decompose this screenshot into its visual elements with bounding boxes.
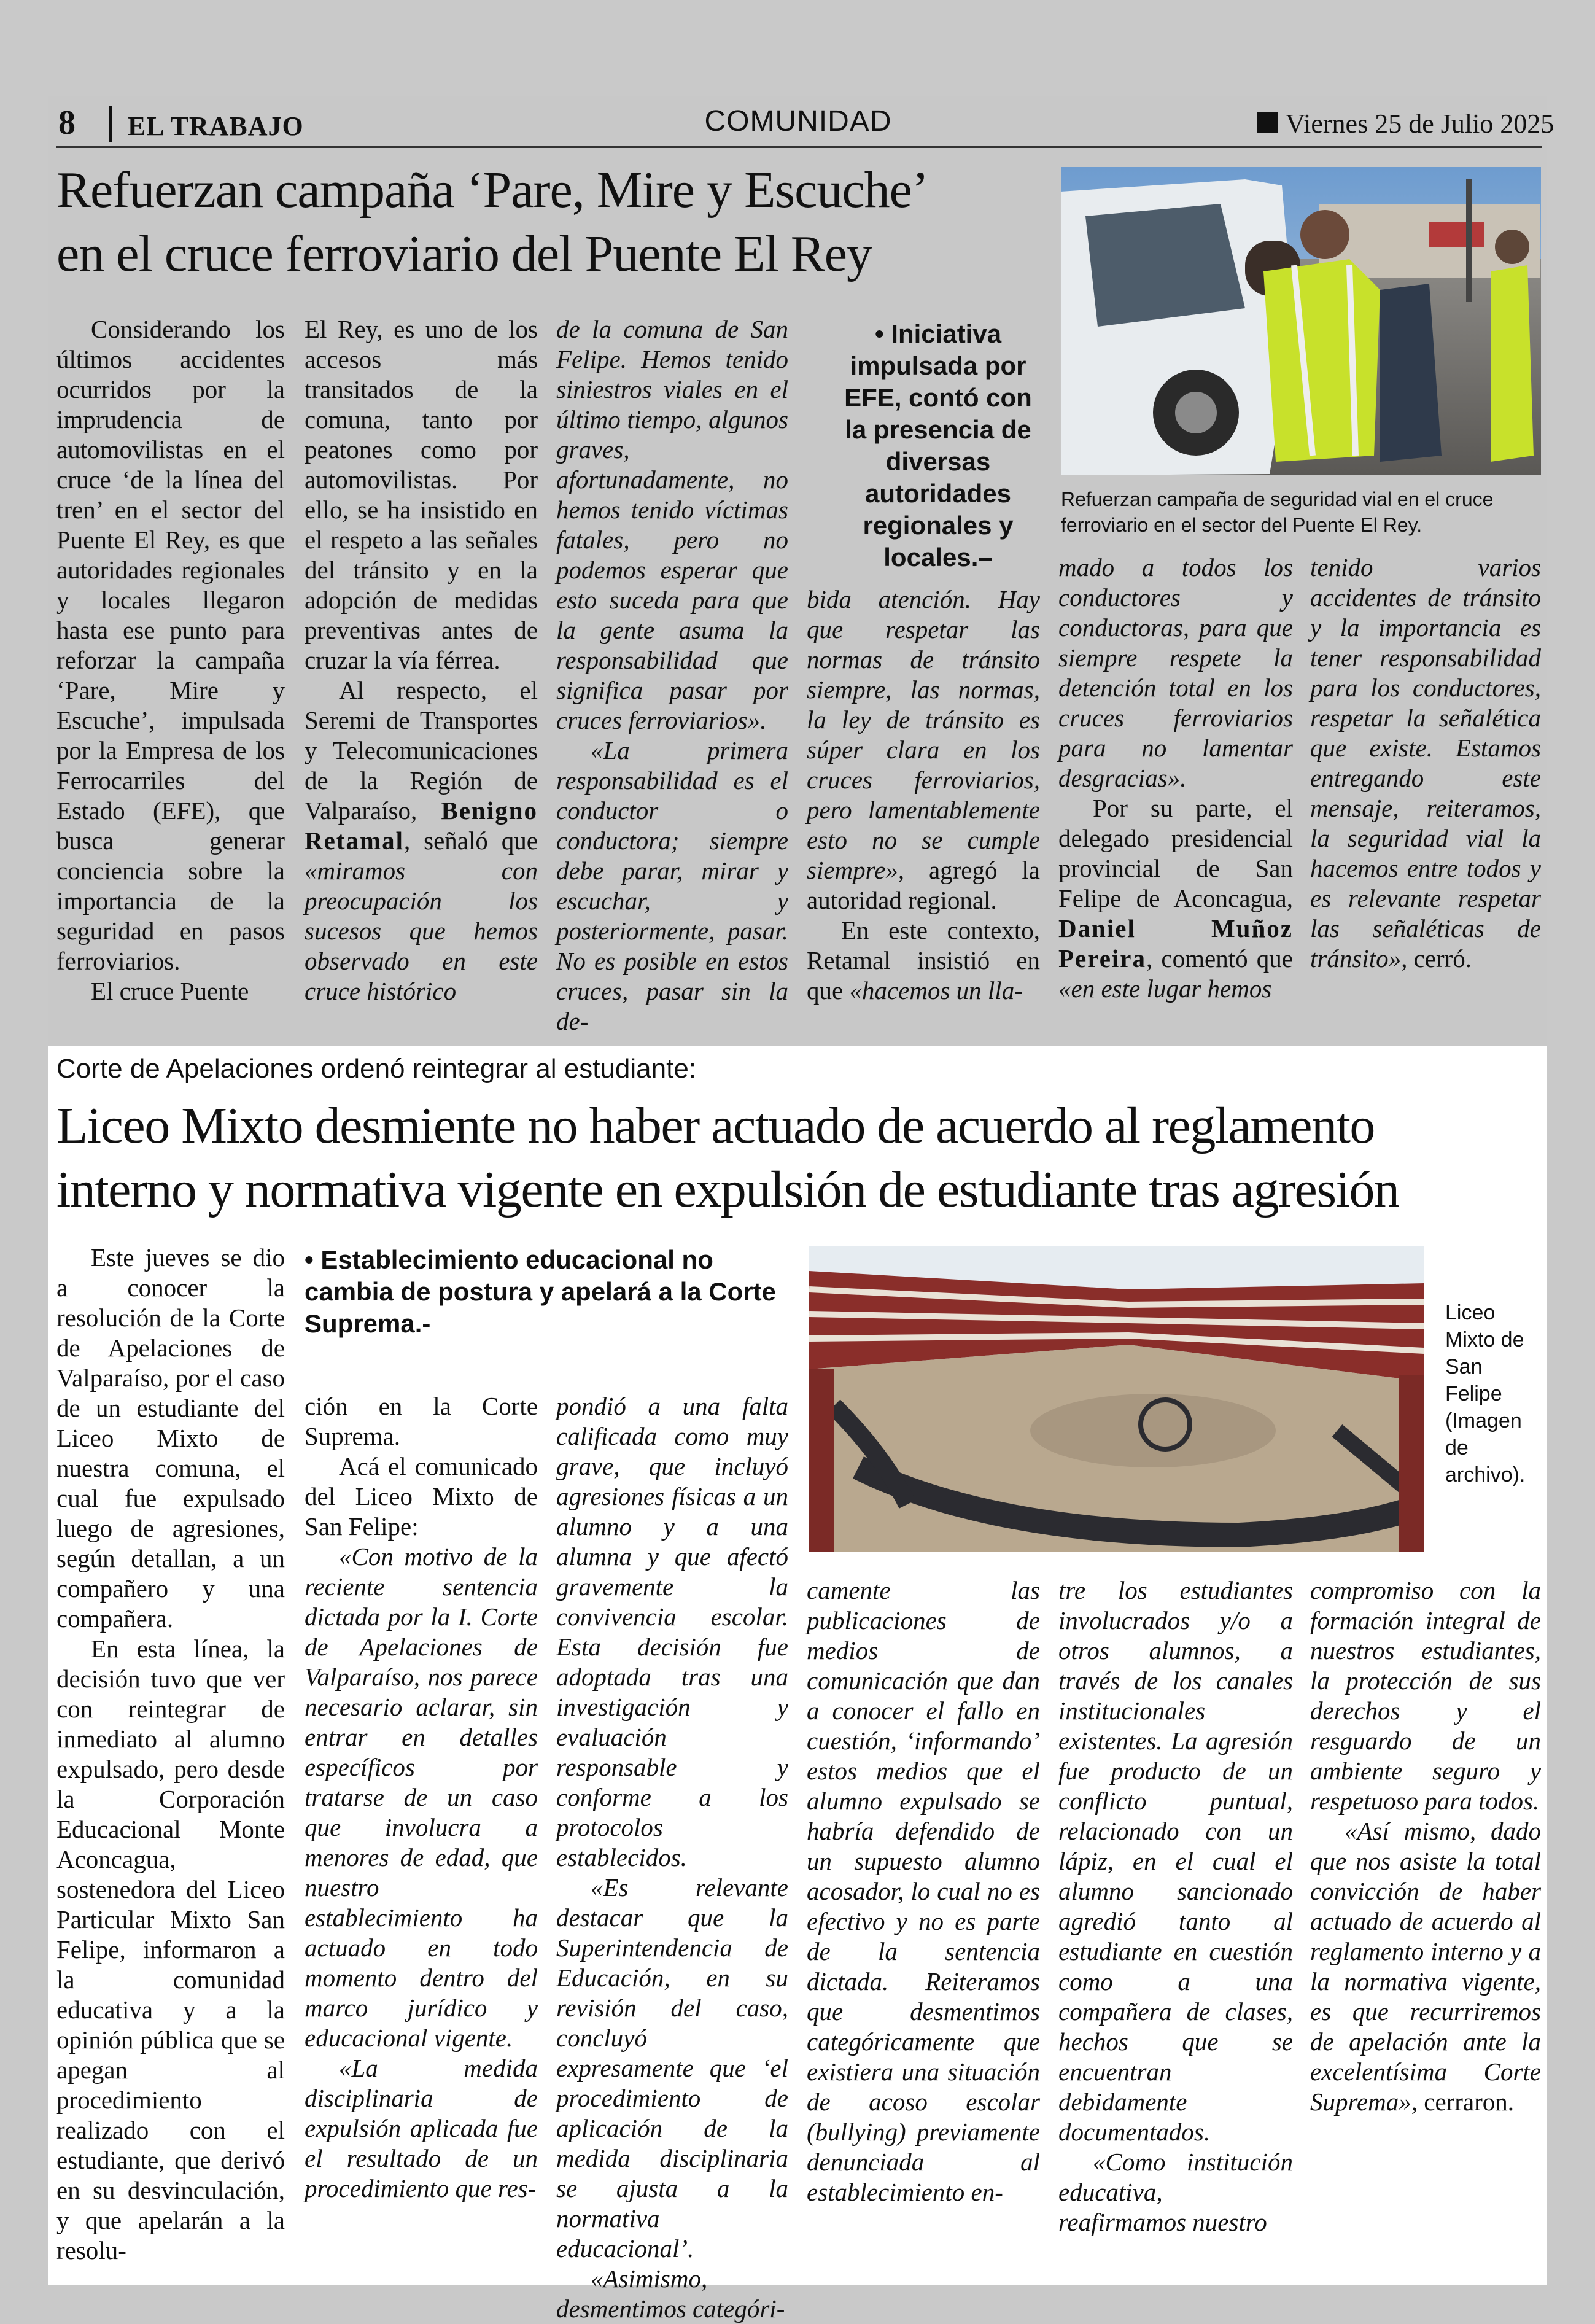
article2-col4-paragraph: camente las publicaciones de medios de comunicación que dan a conocer el fallo en cuestión, ‘informando’ estos medios que el alumno expulsado se habría defendido de un supuesto alumno acosador, lo cual no es efectivo y no es parte de la sentencia dictada. Reiteramos que desmentimos categóricamente que existiera una situación de acoso escolar (bullying) previamente denunciada al establecimiento en- bbox=[807, 1576, 1040, 2206]
article1-col2-paragraph2 bbox=[305, 675, 538, 1006]
article1-col1-paragraph: Considerando los últimos accidentes ocurridos por la imprudencia de automovilistas en el cruce ‘de la línea del tren’ en el sector del Puente El Rey, es que autoridades regionales y locales llegaron hasta ese punto para reforzar la campaña ‘Pare, Mire y Escuche’, impulsada por la Empresa de los Ferrocarriles del Estado (EFE), que busca generar conciencia sobre la importancia de la seguridad en pasos ferroviarios. bbox=[56, 315, 285, 975]
article2-col2-paragraph4: «La medida disciplinaria de expulsión aplicada fue el resultado de un procedimiento que res- bbox=[305, 2054, 538, 2202]
article2-col5-paragraph: tre los estudiantes involucrados y/o a otros alumnos, a través de los canales institucionales existentes. La agresión fue producto de un conflicto puntual, relacionado con un lápiz, en el cual el alumno sancionado agredió tanto al estudiante en cuestión como a una compañera de clases, hechos que se encuentran debidamente documentados. bbox=[1058, 1576, 1293, 2146]
article2-col6-paragraph: compromiso con la formación integral de nuestros estudiantes, la protección de sus derechos y el resguardo de un ambiente seguro y respetuoso para todos. bbox=[1310, 1576, 1541, 1815]
article1-col2-paragraph: El Rey, es uno de los accesos más transitados de la comuna, tanto por peatones como por automovilistas. Por ello, se ha insistido en el respeto a las señales del tránsito y en la adopción de medidas preventivas antes de cruzar la vía férrea. bbox=[305, 315, 538, 674]
article1-col1 bbox=[56, 314, 285, 1006]
article1-col2-quote: «miramos con preocupación los sucesos que hemos observado en este cruce histórico bbox=[305, 857, 538, 1005]
article1-col4-paragraph2 bbox=[807, 915, 1040, 1006]
article2-photo bbox=[809, 1246, 1424, 1552]
article2-col3-paragraph3: «Asimismo, desmentimos categóri- bbox=[556, 2264, 785, 2323]
paper-name: EL TRABAJO bbox=[128, 111, 304, 141]
article2-headline-line1: Liceo Mixto desmiente no haber actuado de acuerdo al reglamento bbox=[56, 1097, 1375, 1154]
article2-col3-paragraph2: «Es relevante destacar que la Superintendencia de Educación, en su revisión del caso, concluyó expresamente que ‘el procedimiento de aplicación de la medida disciplinaria se ajusta a la normativa educacional’. bbox=[556, 1873, 788, 2263]
issue-date: Viernes 25 de Julio 2025 bbox=[1286, 109, 1554, 139]
article1-seremi-name: Benigno Retamal bbox=[305, 796, 538, 855]
article1-headline-line1: Refuerzan campaña ‘Pare, Mire y Escuche’ bbox=[56, 161, 928, 219]
article1-col5-quote2: «en este lugar hemos bbox=[1058, 974, 1272, 1003]
article1-col2 bbox=[305, 314, 538, 1006]
article1-col5-text: Por su parte, el delegado presidencial provincial de San Felipe de Aconcagua, bbox=[1058, 794, 1293, 912]
article2-col3-paragraph: pondió a una falta calificada como muy grave, que incluyó agresiones físicas a un alumno y a una alumna y que afectó gravemente la convivencia escolar. Esta decisión fue adoptada tras una investigación y evaluación responsable y conforme a los protocolos establecidos. bbox=[556, 1392, 788, 1871]
article1-col5-paragraph2 bbox=[1058, 793, 1293, 1004]
page-number: 8 bbox=[58, 104, 76, 142]
article1-headline bbox=[56, 158, 1051, 286]
article1-delegate-name: Daniel Muñoz Pereira bbox=[1058, 914, 1293, 973]
article2-col1-paragraph: Este jueves se dio a conocer la resolución de la Corte de Apelaciones de Valparaíso, por el caso de un estudiante del Liceo Mixto de nuestra comuna, el cual fue expulsado luego de agresiones, según detallan, a un compañero y una compañera. bbox=[56, 1243, 285, 1633]
article1-col4-quote: bida atención. Hay que respetar las normas de tránsito siempre, las normas, la ley de tránsito es súper clara en los cruces ferroviarios, pero lamentablemente esto no se cumple siempre», bbox=[807, 585, 1040, 884]
article1-deck: • Iniciativa impulsada por EFE, contó con la presencia de diversas autoridades regionales y locales.– bbox=[844, 319, 1032, 572]
article2-col3 bbox=[556, 1391, 788, 2324]
article2-col2-paragraph2: Acá el comunicado del Liceo Mixto de San Felipe: bbox=[305, 1452, 538, 1541]
article1-col2-text2: , señaló que bbox=[404, 826, 538, 855]
article2-deck: • Establecimiento educacional no cambia de postura y apelará a la Corte Suprema.- bbox=[305, 1245, 776, 1338]
article1-col1-paragraph2: El cruce Puente bbox=[91, 977, 249, 1005]
article2-col6-paragraph2 bbox=[1310, 1816, 1541, 2117]
article2-col5 bbox=[1058, 1576, 1293, 2237]
section-name: COMUNIDAD bbox=[704, 105, 892, 138]
article2-col2-paragraph: ción en la Corte Suprema. bbox=[305, 1392, 538, 1450]
article1-col6 bbox=[1310, 553, 1541, 974]
article1-col2-text: Al respecto, el Seremi de Transportes y Telecomunicaciones de la Región de Valparaíso, bbox=[305, 676, 538, 825]
article2-col2-paragraph3: «Con motivo de la reciente sentencia dictada por la I. Corte de Apelaciones de Valparaíso, nos parece necesario aclarar, sin entrar en detalles específicos por tratarse de un caso que involucra a menores de edad, que nuestro establecimiento ha actuado en todo momento dentro del marco jurídico y educacional vigente. bbox=[305, 1542, 538, 2052]
header-rule bbox=[56, 146, 1542, 148]
article2-col2 bbox=[305, 1391, 538, 2204]
article1-col5 bbox=[1058, 553, 1293, 1004]
article1-col6-quote: tenido varios accidentes de tránsito y la importancia es tener responsabilidad para los conductores, respetar la señalética que existe. Estamos entregando este mensaje, reiteramos, la seguridad vial la hacemos entre todos y es relevante respetar las señaléticas de tránsito», bbox=[1310, 553, 1541, 973]
article2-col4 bbox=[807, 1576, 1040, 2207]
article2-col6 bbox=[1310, 1576, 1541, 2117]
date-square-icon bbox=[1257, 112, 1278, 133]
header-divider bbox=[109, 106, 112, 142]
article2-col6-quote: «Así mismo, dado que nos asiste la total convicción de haber actuado de acuerdo al reglamento interno y a la normativa vigente, es que recurriremos de apelación ante la excelentísima Corte Suprema» bbox=[1310, 1817, 1541, 2116]
article2-kicker: Corte de Apelaciones ordenó reintegrar al estudiante: bbox=[56, 1054, 697, 1084]
article1-col3-paragraph2: «La primera responsabilidad es el conductor o conductora; siempre debe parar, mirar y escuchar, y posteriormente, pasar. No es posible en estos cruces, pasar sin la de- bbox=[556, 736, 788, 1035]
article1-headline-line2: en el cruce ferroviario del Puente El Rey bbox=[56, 225, 872, 282]
article1-col4-text2: En este contexto, Retamal insistió en que bbox=[807, 916, 1040, 1005]
article1-col6-paragraph bbox=[1310, 553, 1541, 974]
article2-headline-line2: interno y normativa vigente en expulsión de estudiante tras agresión bbox=[56, 1161, 1399, 1218]
article1-col4-paragraph bbox=[807, 585, 1040, 915]
article2-col6-text: , cerraron. bbox=[1411, 2088, 1515, 2116]
article1-col3-paragraph: de la comuna de San Felipe. Hemos tenido siniestros viales en el último tiempo, algunos graves, afortunadamente, no hemos tenido víctimas fatales, pero no podemos esperar que esto suceda para que la gente asuma la responsabilidad que significa pasar por cruces ferroviarios». bbox=[556, 315, 788, 734]
article2-col5-paragraph2: «Como institución educativa, reafirmamos nuestro bbox=[1058, 2148, 1293, 2236]
article2-photo-caption: Liceo Mixto de San Felipe (Imagen de archivo). bbox=[1445, 1301, 1526, 1487]
article1-col4-quote2: «hacemos un lla- bbox=[843, 976, 1023, 1005]
article1-col6-text: cerró. bbox=[1407, 944, 1472, 973]
article1-col3 bbox=[556, 314, 788, 1036]
article1-photo bbox=[1061, 167, 1541, 475]
article1-col4-text: agregó la autoridad regional. bbox=[807, 856, 1040, 914]
article1-col5-text2: , comentó que bbox=[1146, 944, 1293, 973]
article2-headline bbox=[56, 1094, 1548, 1222]
article2-col1 bbox=[56, 1243, 285, 2266]
article1-col5-paragraph: mado a todos los conductores y conductoras, para que siempre respete la detención total en los cruces ferroviarios para no lamentar desgracias». bbox=[1058, 553, 1293, 792]
article1-photo-caption: Refuerzan campaña de seguridad vial en el cruce ferroviario en el sector del Puente El Rey. bbox=[1061, 488, 1494, 536]
article1-col4 bbox=[807, 585, 1040, 1006]
article2-col1-paragraph2: En esta línea, la decisión tuvo que ver con reintegrar de inmediato al alumno expulsado, pero desde la Corporación Educacional Monte Aconcagua, sostenedora del Liceo Particular Mixto San Felipe, informaron a la comunidad educativa y a la opinión pública que se apegan al procedimiento realizado con el estudiante, que derivó en su desvinculación, y que apelarán a la resolu- bbox=[56, 1634, 285, 2264]
